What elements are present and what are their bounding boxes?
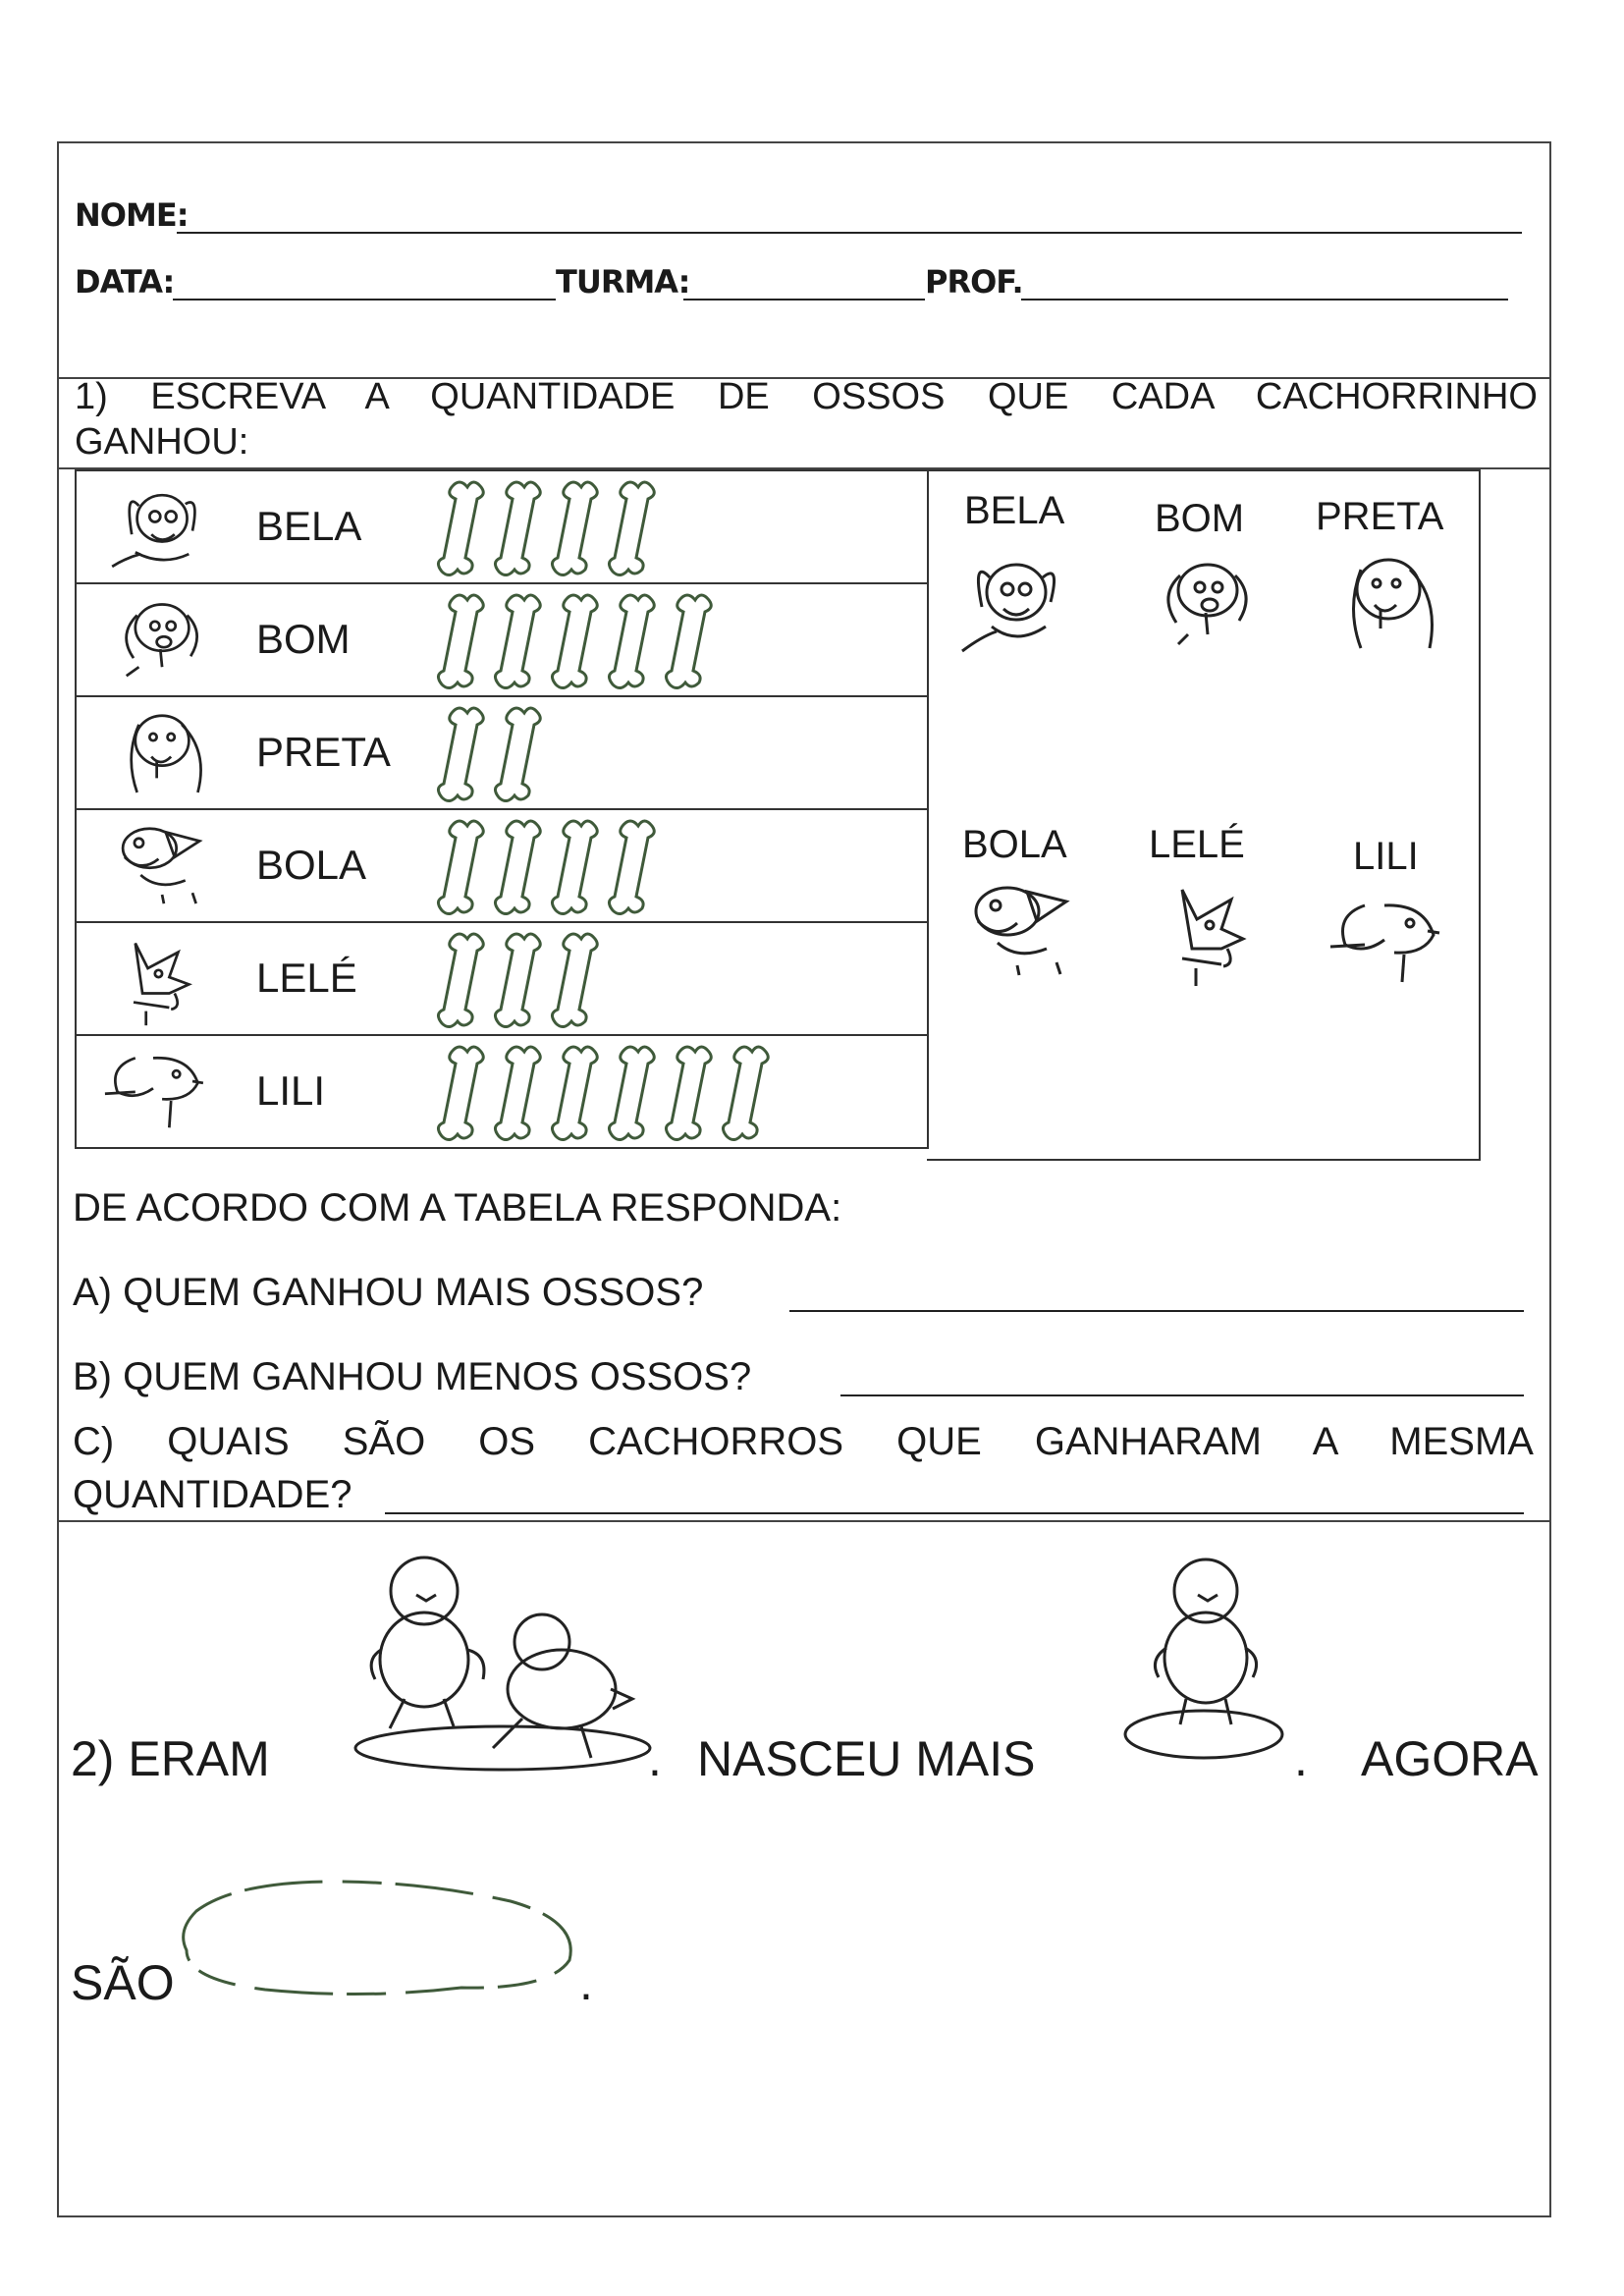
bone-icon	[609, 821, 654, 914]
bone-icon	[552, 482, 597, 575]
instructions-text: DE ACORDO COM A TABELA RESPONDA:	[73, 1186, 842, 1230]
bone-icon	[666, 1047, 711, 1140]
bone-icon	[495, 708, 540, 801]
bone-icon	[438, 482, 483, 575]
dog-lelé-icon	[94, 929, 212, 1027]
dog-bones-table	[75, 469, 929, 1149]
prof-label: PROF.	[925, 263, 1023, 301]
bones-group	[440, 479, 687, 577]
bone-icon	[495, 934, 540, 1027]
data-label: DATA:	[75, 263, 175, 301]
table-row	[76, 809, 928, 922]
dog-lele-small-icon	[1153, 870, 1261, 988]
answer-label-preta: PRETA	[1316, 495, 1444, 538]
bone-icon	[609, 482, 654, 575]
nome-field[interactable]	[177, 232, 1522, 234]
question-c: C) QUAIS SÃO OS CACHORROS QUE GANHARAM A MESMA	[73, 1420, 1534, 1463]
answer-b-field[interactable]	[840, 1394, 1524, 1396]
dog-bola-icon	[94, 816, 212, 914]
bone-icon	[495, 482, 540, 575]
bone-icon	[495, 595, 540, 688]
q2-dot3: .	[579, 1955, 593, 2010]
nome-label: NOME:	[75, 196, 189, 234]
turma-label: TURMA:	[556, 263, 690, 301]
dog-bela-icon	[94, 477, 212, 575]
bones-group	[440, 1044, 801, 1142]
bones-group	[440, 931, 630, 1029]
question1-text: 1) ESCREVA A QUANTIDADE DE OSSOS QUE CADA CACHORRINHO	[75, 376, 1538, 417]
q2-sao: SÃO	[71, 1955, 175, 2010]
answer-label-bom: BOM	[1155, 497, 1245, 540]
dog-preta-icon	[94, 703, 212, 801]
dog-name: BOLA	[256, 842, 367, 888]
answer-a-field[interactable]	[789, 1310, 1524, 1312]
table-row	[76, 696, 928, 809]
bones-group	[440, 592, 744, 690]
answer-label-bola: BOLA	[962, 823, 1067, 866]
answer-label-lili: LILI	[1353, 835, 1419, 878]
dog-name: LELÉ	[256, 955, 357, 1001]
bone-icon	[438, 934, 483, 1027]
question1-text-cont: GANHOU:	[75, 421, 249, 463]
table-row	[76, 470, 928, 583]
bone-icon	[666, 595, 711, 688]
question-c-cont: QUANTIDADE?	[73, 1473, 352, 1516]
bones-group	[440, 705, 573, 803]
table-row	[76, 922, 928, 1035]
empty-nest-icon	[167, 1872, 589, 1999]
bone-icon	[495, 821, 540, 914]
dog-bom-small-icon	[1149, 546, 1267, 654]
bone-icon	[438, 708, 483, 801]
turma-field[interactable]	[683, 299, 925, 301]
bones-group	[440, 818, 687, 916]
chick-one-icon	[1115, 1552, 1292, 1777]
q2-nasceu: NASCEU MAIS	[697, 1731, 1036, 1786]
dog-name: PRETA	[256, 729, 391, 775]
q2-dot1: .	[648, 1731, 662, 1786]
question-a: A) QUEM GANHOU MAIS OSSOS?	[73, 1271, 704, 1314]
bone-icon	[552, 934, 597, 1027]
bone-icon	[723, 1047, 768, 1140]
prof-field[interactable]	[1021, 299, 1508, 301]
dog-preta-small-icon	[1331, 540, 1449, 658]
answer-label-bela: BELA	[964, 489, 1065, 532]
bone-icon	[552, 1047, 597, 1140]
dog-lili-icon	[94, 1042, 212, 1140]
bone-icon	[609, 1047, 654, 1140]
q2-agora: AGORA	[1361, 1731, 1539, 1786]
bone-icon	[552, 821, 597, 914]
data-field[interactable]	[173, 299, 556, 301]
divider-q2	[57, 1520, 1551, 1522]
dog-name: LILI	[256, 1067, 326, 1114]
chicks-two-icon	[346, 1552, 660, 1777]
bone-icon	[438, 1047, 483, 1140]
answer-c-field[interactable]	[385, 1512, 1524, 1514]
q2-dot2: .	[1294, 1731, 1308, 1786]
dog-bela-small-icon	[952, 538, 1080, 656]
table-row	[76, 1035, 928, 1148]
dog-bola-small-icon	[958, 872, 1086, 980]
table-row	[76, 583, 928, 696]
dog-bom-icon	[94, 590, 212, 688]
dog-name: BOM	[256, 616, 351, 662]
question-b: B) QUEM GANHOU MENOS OSSOS?	[73, 1355, 752, 1398]
bone-icon	[552, 595, 597, 688]
bone-icon	[438, 821, 483, 914]
bone-icon	[495, 1047, 540, 1140]
dog-name: BELA	[256, 503, 362, 549]
answer-label-lele: LELÉ	[1149, 823, 1245, 866]
q2-eram: 2) ERAM	[71, 1731, 270, 1786]
dog-lili-small-icon	[1326, 886, 1453, 984]
bone-icon	[609, 595, 654, 688]
bone-icon	[438, 595, 483, 688]
